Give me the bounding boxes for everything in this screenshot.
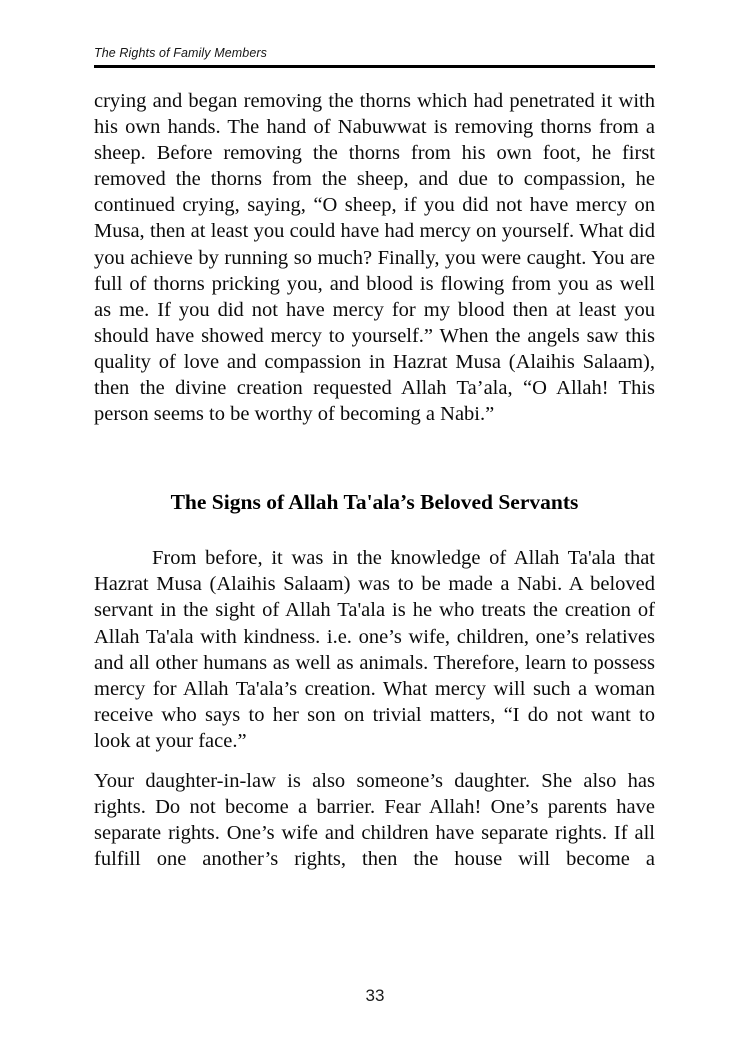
header-rule-divider xyxy=(94,65,655,68)
page-header xyxy=(94,46,655,68)
body-paragraph-3: Your daughter-in-law is also someone’s daughter. She also has rights. Do not become a barrier. Fear Allah! One’s parents have separate rights. One’s wife and children have separate rights. If all fulfill one another’s rights, then the house will become a xyxy=(94,769,655,871)
body-paragraph-2: From before, it was in the knowledge of Allah Ta'ala that Hazrat Musa (Alaihis Salaam) was to be made a Nabi. A beloved servant in the sight of Allah Ta'ala is he who treats the creation of Allah Ta'ala with kindness. i.e. one’s wife, children, one’s relatives and all other humans as well as animals. Therefore, learn to possess mercy for Allah Ta'ala’s creation. What mercy will such a woman receive who says to her son on trivial matters, “I do not want to look at your face.” xyxy=(94,547,655,752)
body-paragraph-1: crying and began removing the thorns which had penetrated it with his own hands. The hand of Nabuwwat is removing thorns from a sheep. Before removing the thorns from his own foot, he first removed the thorns from the sheep, and due to compassion, he continued crying, saying, “O sheep, if you did not have mercy on Musa, then at least you could have had mercy on yourself. What did you achieve by running so much? Finally, you were caught. You are full of thorns pricking you, and blood is flowing from you as well as me. If you did not have mercy for my blood then at least you should have showed mercy to yourself.” When the angels saw this quality of love and compassion in Hazrat Musa (Alaihis Salaam), then the divine creation requested Allah Ta’ala, “O Allah! This person seems to be worthy of becoming a Nabi.” xyxy=(94,90,655,426)
heading-spacer-above xyxy=(94,427,655,489)
section-heading: The Signs of Allah Ta'ala’s Beloved Servants xyxy=(170,490,579,515)
page-body xyxy=(94,88,655,898)
page-number: 33 xyxy=(365,986,385,1005)
running-header-title: The Rights of Family Members xyxy=(94,46,267,60)
heading-spacer-below xyxy=(94,515,655,545)
